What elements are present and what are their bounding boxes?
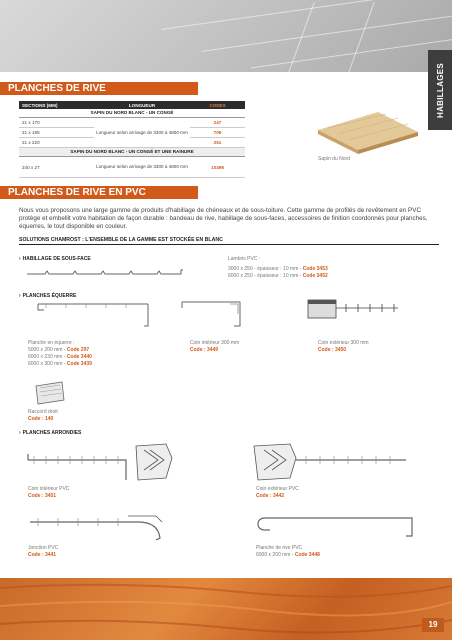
cell-section: 21 x 195 xyxy=(22,130,40,135)
coin-interieur-pvc-caption xyxy=(28,486,69,500)
coin-interieur-image xyxy=(180,298,246,330)
category-tab-label: HABILLAGES xyxy=(435,62,445,118)
planches-table xyxy=(19,101,245,178)
section-title-pvc xyxy=(0,186,198,199)
category-tab[interactable] xyxy=(428,50,452,130)
lambris-code: Code 3453 xyxy=(302,266,328,272)
section-title-planches-de-rive xyxy=(0,82,198,95)
coin-exterieur-title: Coin extérieur 300 mm xyxy=(318,340,369,346)
coin-interieur-pvc-image xyxy=(26,440,176,482)
coin-exterieur-image xyxy=(306,298,402,320)
coin-exterieur-pvc-title: Coin extérieur PVC xyxy=(256,486,299,492)
table-row xyxy=(19,118,94,128)
jonction-caption xyxy=(28,545,58,559)
raccord-title: Raccord droit xyxy=(28,409,58,415)
coin-exterieur-pvc-code: Code : 3442 xyxy=(256,493,285,499)
cell-code: 709 xyxy=(213,130,222,135)
header-background xyxy=(0,0,452,72)
planche-rive-pvc-caption xyxy=(256,545,320,559)
table-row xyxy=(19,157,245,178)
planche-equerre-title: Planche en équerre : xyxy=(28,340,75,346)
cell-section: 21 x 170 xyxy=(22,120,40,125)
table-group-title: SAPIN DU NORD BLANC - UN CONGÉ xyxy=(19,109,245,118)
coin-interieur-pvc-title: Coin intérieur PVC xyxy=(28,486,70,492)
planche-code: Code 297 xyxy=(66,347,90,353)
lambris-title: Lambris PVC : xyxy=(228,256,261,262)
header-longueur: LONGUEUR xyxy=(128,102,156,108)
board-caption: Sapin du Nord xyxy=(318,156,350,162)
coin-exterieur-pvc-caption xyxy=(256,486,299,500)
jonction-pvc-image xyxy=(28,514,178,544)
cell-code: 10498 xyxy=(211,164,224,170)
header-codes: CODES xyxy=(209,102,226,108)
raccord-code: Code : 140 xyxy=(28,416,54,422)
habillage-label: › HABILLAGE DE SOUS-FACE xyxy=(19,256,91,262)
table-header xyxy=(19,101,245,109)
planche-rive-pvc-image xyxy=(256,516,416,540)
planche-code: Code 3440 xyxy=(66,354,92,360)
solutions-header: SOLUTIONS CHAMROST : L'ENSEMBLE DE LA GAMME EST STOCKÉE EN BLANC xyxy=(19,237,439,245)
planche-rive-pvc-title: Planche de rive PVC xyxy=(256,545,303,551)
section-title-text: PLANCHES DE RIVE xyxy=(8,83,106,94)
planche-code: Code 3439 xyxy=(66,361,92,367)
wood-board-image xyxy=(318,108,418,154)
lambris-profile-image xyxy=(25,268,185,276)
table-row xyxy=(19,128,94,138)
equerre-profile-image xyxy=(36,300,156,330)
cell-longueur: Longueur selon arrivage de 3300 à 4800 mm xyxy=(94,118,190,148)
coin-interieur-pvc-code: Code : 3451 xyxy=(28,493,57,499)
coin-exterieur-caption xyxy=(318,340,369,354)
table-group-title: SAPIN DU NORD BLANC - UN CONGÉ ET UNE RAINURE xyxy=(19,148,245,157)
jonction-title: Jonction PVC xyxy=(28,545,59,551)
coin-interieur-title: Coin intérieur 300 mm xyxy=(190,340,240,346)
planche-item: 5000 x 200 mm - xyxy=(28,347,67,353)
lambris-caption xyxy=(228,256,328,280)
coin-interieur-caption xyxy=(190,340,239,354)
page-number: 19 xyxy=(422,618,444,632)
cell-section: 21 x 220 xyxy=(22,140,40,145)
jonction-code: Code : 3441 xyxy=(28,552,57,558)
section-title-text: PLANCHES DE RIVE EN PVC xyxy=(8,187,146,198)
planche-equerre-caption xyxy=(28,340,92,368)
raccord-caption xyxy=(28,409,58,423)
equerre-label: › PLANCHES ÉQUERRE xyxy=(19,293,76,299)
cell-longueur: Longueur selon arrivage de 3300 à 4800 mm xyxy=(96,164,188,169)
coin-exterieur-pvc-image xyxy=(250,440,410,482)
raccord-droit-image xyxy=(32,380,68,406)
coin-exterieur-code: Code : 3450 xyxy=(318,347,347,353)
lambris-item: 3000 x 250 - épaisseur : 10 mm - xyxy=(228,266,303,272)
lambris-item: 6000 x 250 - épaisseur : 10 mm - xyxy=(228,273,303,279)
cell-code: 251 xyxy=(213,140,222,145)
intro-paragraph: Nous vous proposons une large gamme de produits d'habillage de chéneaux et de sous-toiture. Cette gamme de profilés de revêtement en PVC protège et embellit votre habitation de façon durable : bandeau de rive, habillage de sous-faces, accessoires de finition coordonnés pour planches, équerres, le tout disponible en couleur. xyxy=(19,207,428,231)
coin-interieur-code: Code : 3449 xyxy=(190,347,219,353)
arrondies-label: › PLANCHES ARRONDIES xyxy=(19,430,81,436)
planche-item: 6000 x 300 mm - xyxy=(28,361,67,367)
lambris-code: Code 3452 xyxy=(302,273,328,279)
planche-item: 6000 x 230 mm - xyxy=(28,354,67,360)
footer-wood-background xyxy=(0,578,452,640)
header-sections: SECTIONS (MM) xyxy=(22,102,58,108)
cell-section: 240 x 27 xyxy=(22,164,40,170)
planche-rive-pvc-size: 6000 x 200 mm - xyxy=(256,552,295,558)
table-row xyxy=(19,138,94,148)
cell-code: 247 xyxy=(213,120,222,125)
planche-rive-pvc-code: Code 3448 xyxy=(294,552,320,558)
